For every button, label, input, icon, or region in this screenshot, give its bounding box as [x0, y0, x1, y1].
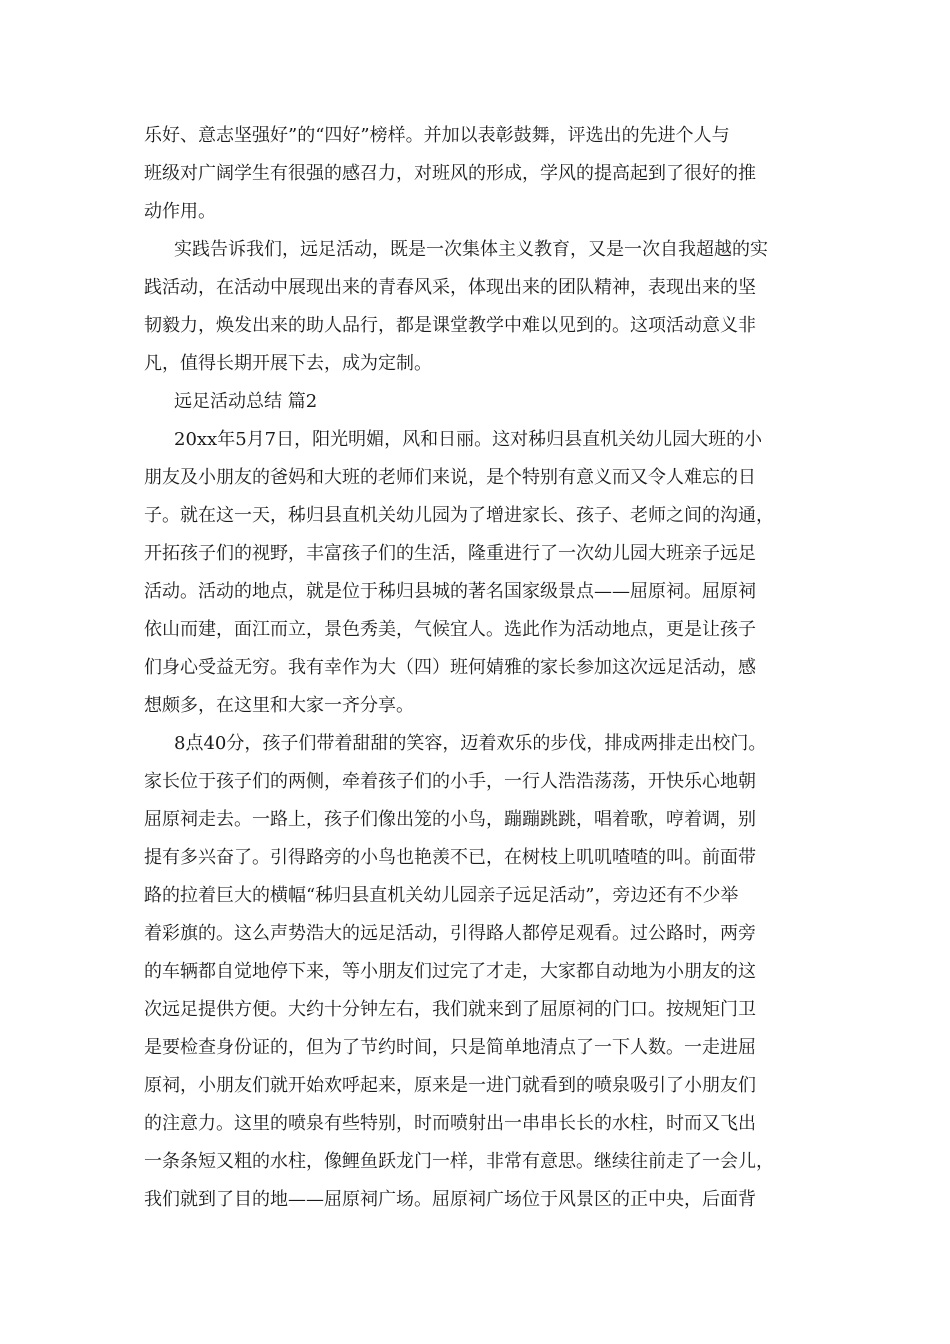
document-body [144, 117, 812, 1219]
text-line: 践活动，在活动中展现出来的青春风采，体现出来的团队精神，表现出来的坚 [144, 277, 756, 298]
paragraph [144, 231, 812, 383]
paragraph [144, 383, 812, 421]
text-line: 20xx年5月7日，阳光明媚，风和日丽。这对秭归县直机关幼儿园大班的小 [174, 429, 763, 450]
text-line: 凡，值得长期开展下去，成为定制。 [144, 353, 432, 374]
text-line: 路的拉着巨大的横幅“秭归县直机关幼儿园亲子远足活动”，旁边还有不少举 [144, 885, 739, 906]
text-line: 开拓孩子们的视野，丰富孩子们的生活，隆重进行了一次幼儿园大班亲子远足 [144, 543, 756, 564]
text-line: 家长位于孩子们的两侧，牵着孩子们的小手，一行人浩浩荡荡，开快乐心地朝 [144, 771, 756, 792]
text-line: 朋友及小朋友的爸妈和大班的老师们来说，是个特别有意义而又令人难忘的日 [144, 467, 756, 488]
section-heading: 远足活动总结 篇2 [174, 391, 318, 412]
text-line: 活动。活动的地点，就是位于秭归县城的著名国家级景点——屈原祠。屈原祠 [144, 581, 756, 602]
text-line: 原祠，小朋友们就开始欢呼起来，原来是一进门就看到的喷泉吸引了小朋友们 [144, 1075, 756, 1096]
text-line: 次远足提供方便。大约十分钟左右，我们就来到了屈原祠的门口。按规矩门卫 [144, 999, 756, 1020]
text-line: 们身心受益无穷。我有幸作为大（四）班何婧雅的家长参加这次远足活动，感 [144, 657, 756, 678]
text-line: 的车辆都自觉地停下来，等小朋友们过完了才走，大家都自动地为小朋友的这 [144, 961, 756, 982]
text-line: 我们就到了目的地——屈原祠广场。屈原祠广场位于风景区的正中央，后面背 [144, 1189, 756, 1210]
paragraph [144, 421, 812, 725]
text-line: 子。就在这一天，秭归县直机关幼儿园为了增进家长、孩子、老师之间的沟通， [144, 505, 774, 526]
text-line: 班级对广阔学生有很强的感召力，对班风的形成，学风的提高起到了很好的推 [144, 163, 756, 184]
text-line: 的注意力。这里的喷泉有些特别，时而喷射出一串串长长的水柱，时而又飞出 [144, 1113, 756, 1134]
text-line: 着彩旗的。这么声势浩大的远足活动，引得路人都停足观看。过公路时，两旁 [144, 923, 756, 944]
text-line: 8点40分，孩子们带着甜甜的笑容，迈着欢乐的步伐，排成两排走出校门。 [174, 733, 767, 754]
text-line: 是要检查身份证的，但为了节约时间，只是简单地清点了一下人数。一走进屈 [144, 1037, 756, 1058]
text-line: 依山而建，面江而立，景色秀美，气候宜人。选此作为活动地点，更是让孩子 [144, 619, 756, 640]
text-line: 想颇多，在这里和大家一齐分享。 [144, 695, 414, 716]
text-line: 韧毅力，焕发出来的助人品行，都是课堂教学中难以见到的。这项活动意义非 [144, 315, 756, 336]
text-line: 动作用。 [144, 201, 216, 222]
text-line: 乐好、意志坚强好”的“四好”榜样。并加以表彰鼓舞，评选出的先进个人与 [144, 125, 730, 146]
paragraph [144, 117, 812, 231]
text-line: 提有多兴奋了。引得路旁的小鸟也艳羡不已，在树枝上叽叽喳喳的叫。前面带 [144, 847, 756, 868]
text-line: 实践告诉我们，远足活动，既是一次集体主义教育，又是一次自我超越的实 [174, 239, 768, 260]
paragraph [144, 725, 812, 1219]
text-line: 一条条短又粗的水柱，像鲤鱼跃龙门一样，非常有意思。继续往前走了一会儿， [144, 1151, 774, 1172]
text-line: 屈原祠走去。一路上，孩子们像出笼的小鸟，蹦蹦跳跳，唱着歌，哼着调，别 [144, 809, 756, 830]
